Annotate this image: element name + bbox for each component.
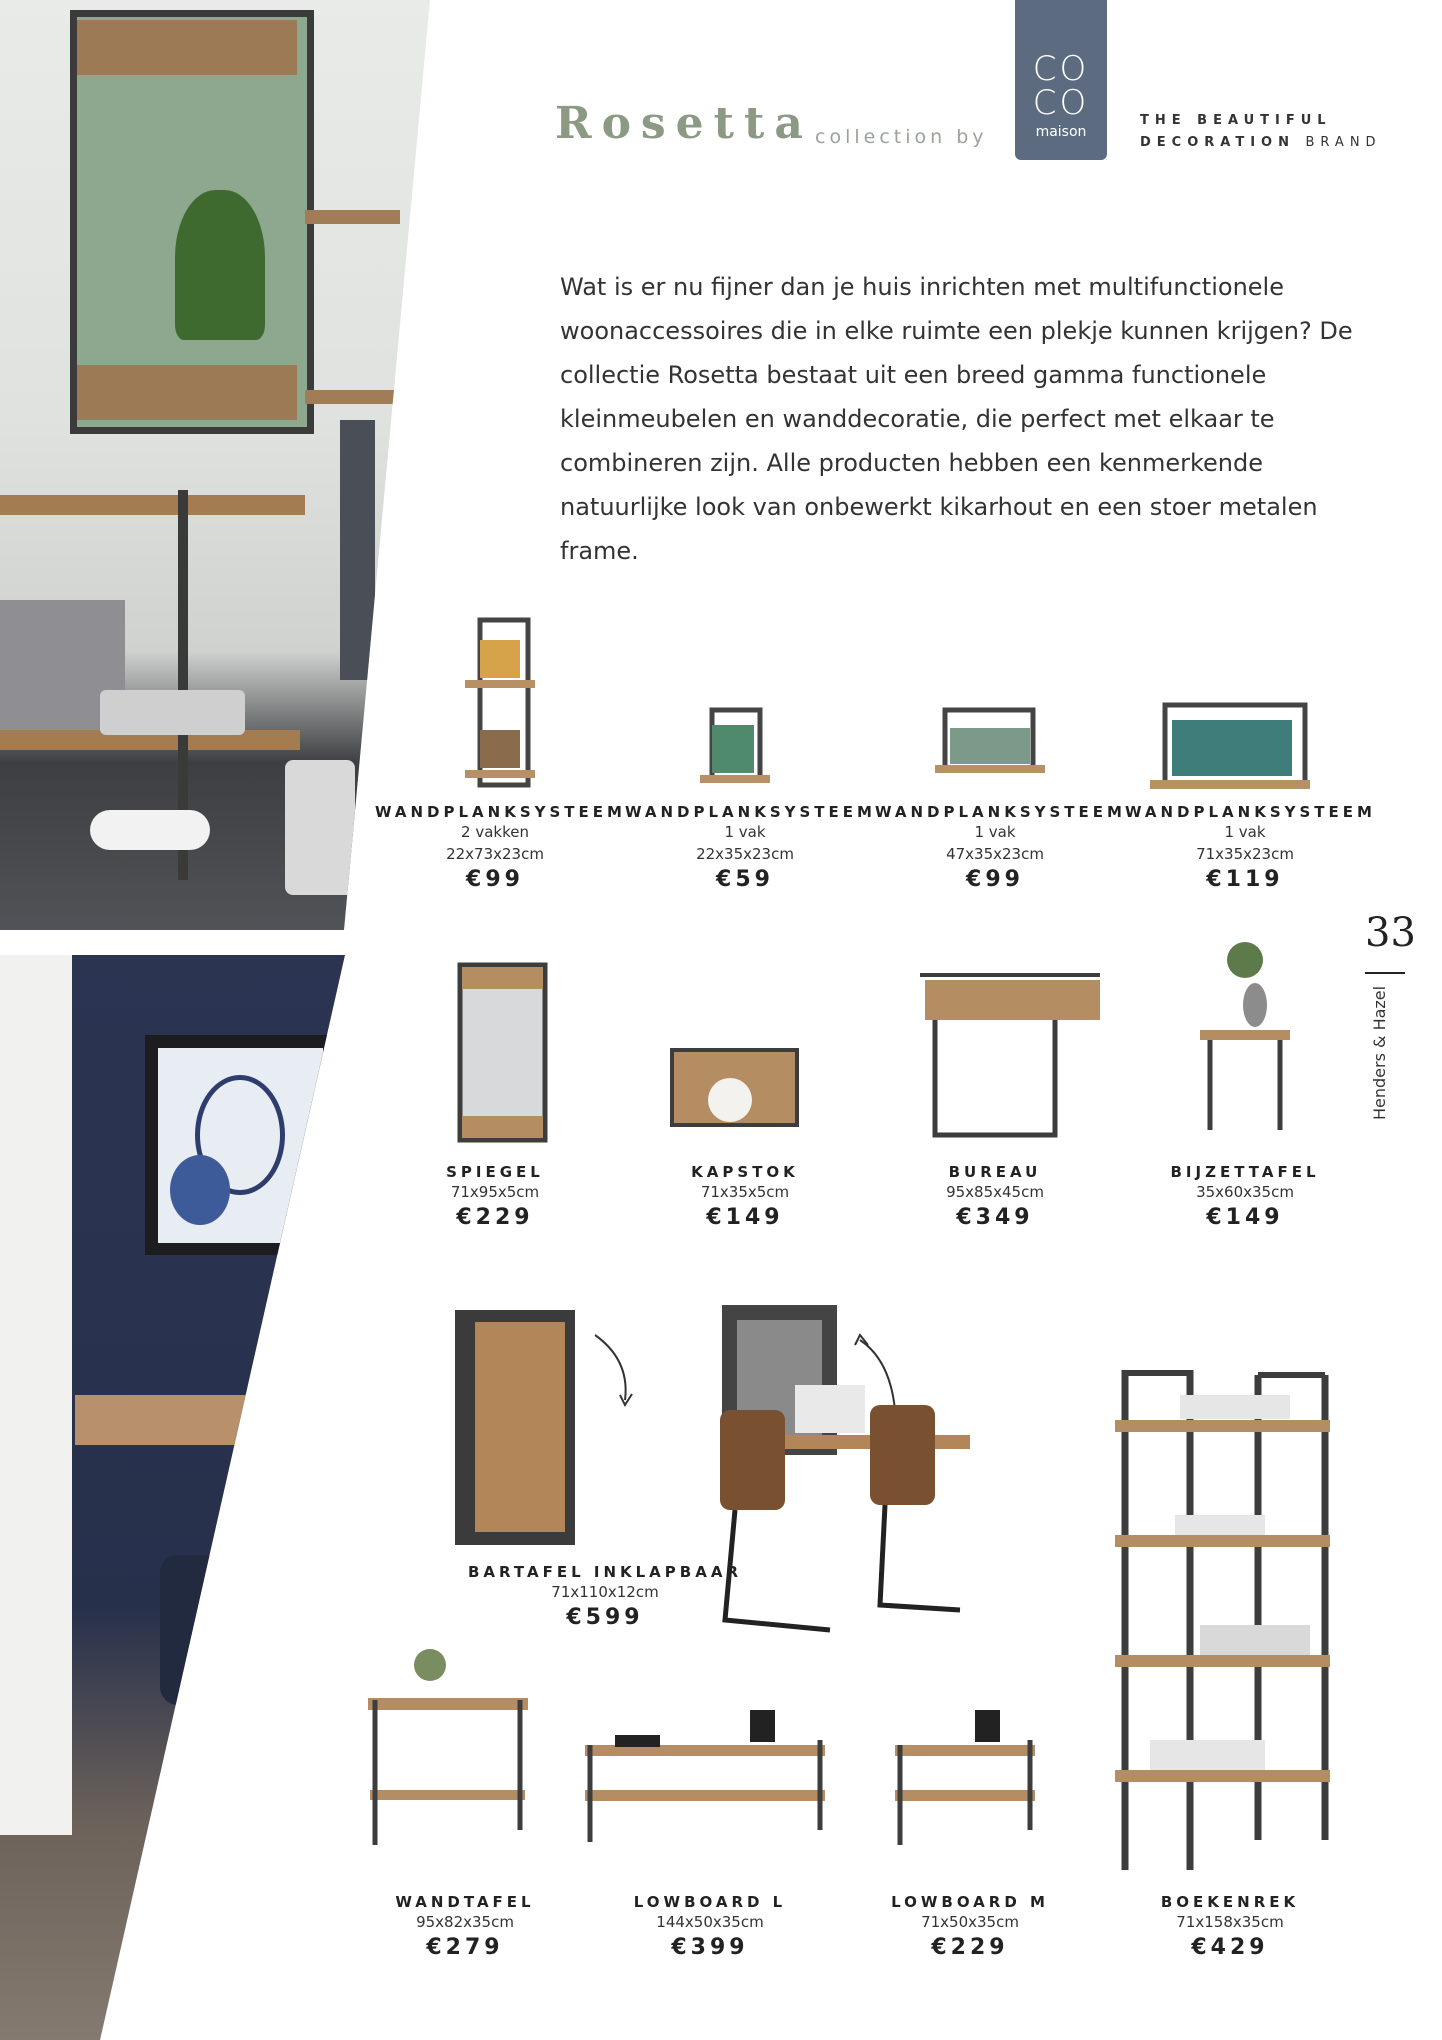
product-boekenrek [1110,1893,1350,1960]
product-detail: 1 vak [724,823,766,841]
product-price: €99 [966,867,1024,892]
product-price: €59 [716,867,774,892]
tagline-line1: THE BEAUTIFUL [1140,113,1332,128]
product-price: €399 [671,1935,749,1960]
logo-co-top: CO [1032,49,1090,89]
product-dimensions: 71x110x12cm [551,1583,659,1601]
lifestyle-photo-bathroom [0,0,430,930]
product-bureau [875,1163,1115,1230]
product-dimensions: 71x35x23cm [1196,845,1294,863]
product-dimensions: 71x95x5cm [450,1183,540,1201]
product-price: €429 [1191,1935,1269,1960]
product-price: €149 [1206,1205,1284,1230]
product-name: BARTAFEL INKLAPBAAR [468,1563,742,1581]
product-lowboard-l [590,1893,830,1960]
product-wandtafel [345,1893,585,1960]
product-name: BOEKENREK [1160,1893,1300,1911]
product-name: SPIEGEL [446,1163,544,1181]
product-kapstok [625,1163,865,1230]
product-name: BUREAU [948,1163,1042,1181]
product-price: €279 [426,1935,504,1960]
product-price: €599 [566,1605,644,1630]
product-name: WANDPLANKSYSTEEM [875,803,1126,821]
product-detail: 1 vak [974,823,1016,841]
product-name: LOWBOARD L [633,1893,787,1911]
tagline-decoration: DECORATION [1140,135,1295,150]
intro-paragraph: Wat is er nu fijner dan je huis inrichten met multifunctionele woonaccessoires die in elke ruimte een plekje kunnen krijgen? De collectie Rosetta bestaat uit een breed gamma functionele kleinmeubelen en wanddecoratie, die perfect met elkaar te combineren zijn. Alle producten hebben een kenmerkende natuurlijke look van onbewerkt kikarhout en een stoer metalen frame. [560,273,1353,565]
product-price: €349 [956,1205,1034,1230]
logo-co-bottom: CO [1032,83,1090,123]
tagline-brand: BRAND [1305,135,1382,150]
product-name: BIJZETTAFEL [1170,1163,1320,1181]
product-detail: 2 vakken [461,823,529,841]
page-number-divider [1365,972,1405,974]
coco-maison-logo [1015,0,1107,160]
product-spiegel [375,1163,615,1230]
product-dimensions: 47x35x23cm [946,845,1044,863]
product-dimensions: 71x50x35cm [921,1913,1019,1931]
product-wandplanksysteem-1-vak-71 [1125,803,1376,892]
collection-by-label: collection by [815,126,988,148]
product-dimensions: 22x35x23cm [696,845,794,863]
product-price: €229 [931,1935,1009,1960]
product-dimensions: 95x85x45cm [946,1183,1044,1201]
product-dimensions: 35x60x35cm [1196,1183,1294,1201]
lifestyle-photo-livingroom [0,955,345,2040]
product-wandplanksysteem-1-vak-22 [625,803,876,892]
product-dimensions: 95x82x35cm [416,1913,514,1931]
product-name: WANDPLANKSYSTEEM [1125,803,1376,821]
product-price: €119 [1206,867,1284,892]
product-detail: 1 vak [1224,823,1266,841]
product-wandplanksysteem-1-vak-47 [875,803,1126,892]
logo-maison: maison [1035,124,1087,140]
product-name: KAPSTOK [691,1163,799,1181]
publisher-label: Henders & Hazel [1370,985,1389,1120]
product-name: WANDPLANKSYSTEEM [625,803,876,821]
tagline-line2 [1140,132,1382,154]
page-number: 33 [1365,910,1416,956]
collection-title: Rosetta [555,98,813,149]
product-dimensions: 71x35x5cm [700,1183,790,1201]
product-dimensions: 144x50x35cm [656,1913,764,1931]
product-name: WANDTAFEL [395,1893,535,1911]
product-price: €99 [466,867,524,892]
product-name: WANDPLANKSYSTEEM [375,803,626,821]
product-bijzettafel [1125,1163,1365,1230]
product-price: €149 [706,1205,784,1230]
brand-tagline [1140,110,1382,154]
product-name: LOWBOARD M [891,1893,1049,1911]
product-bartafel-inklapbaar [465,1563,745,1630]
product-lowboard-m [850,1893,1090,1960]
product-dimensions: 71x158x35cm [1176,1913,1284,1931]
product-wandplanksysteem-2-vakken [375,803,626,892]
product-price: €229 [456,1205,534,1230]
product-dimensions: 22x73x23cm [446,845,544,863]
